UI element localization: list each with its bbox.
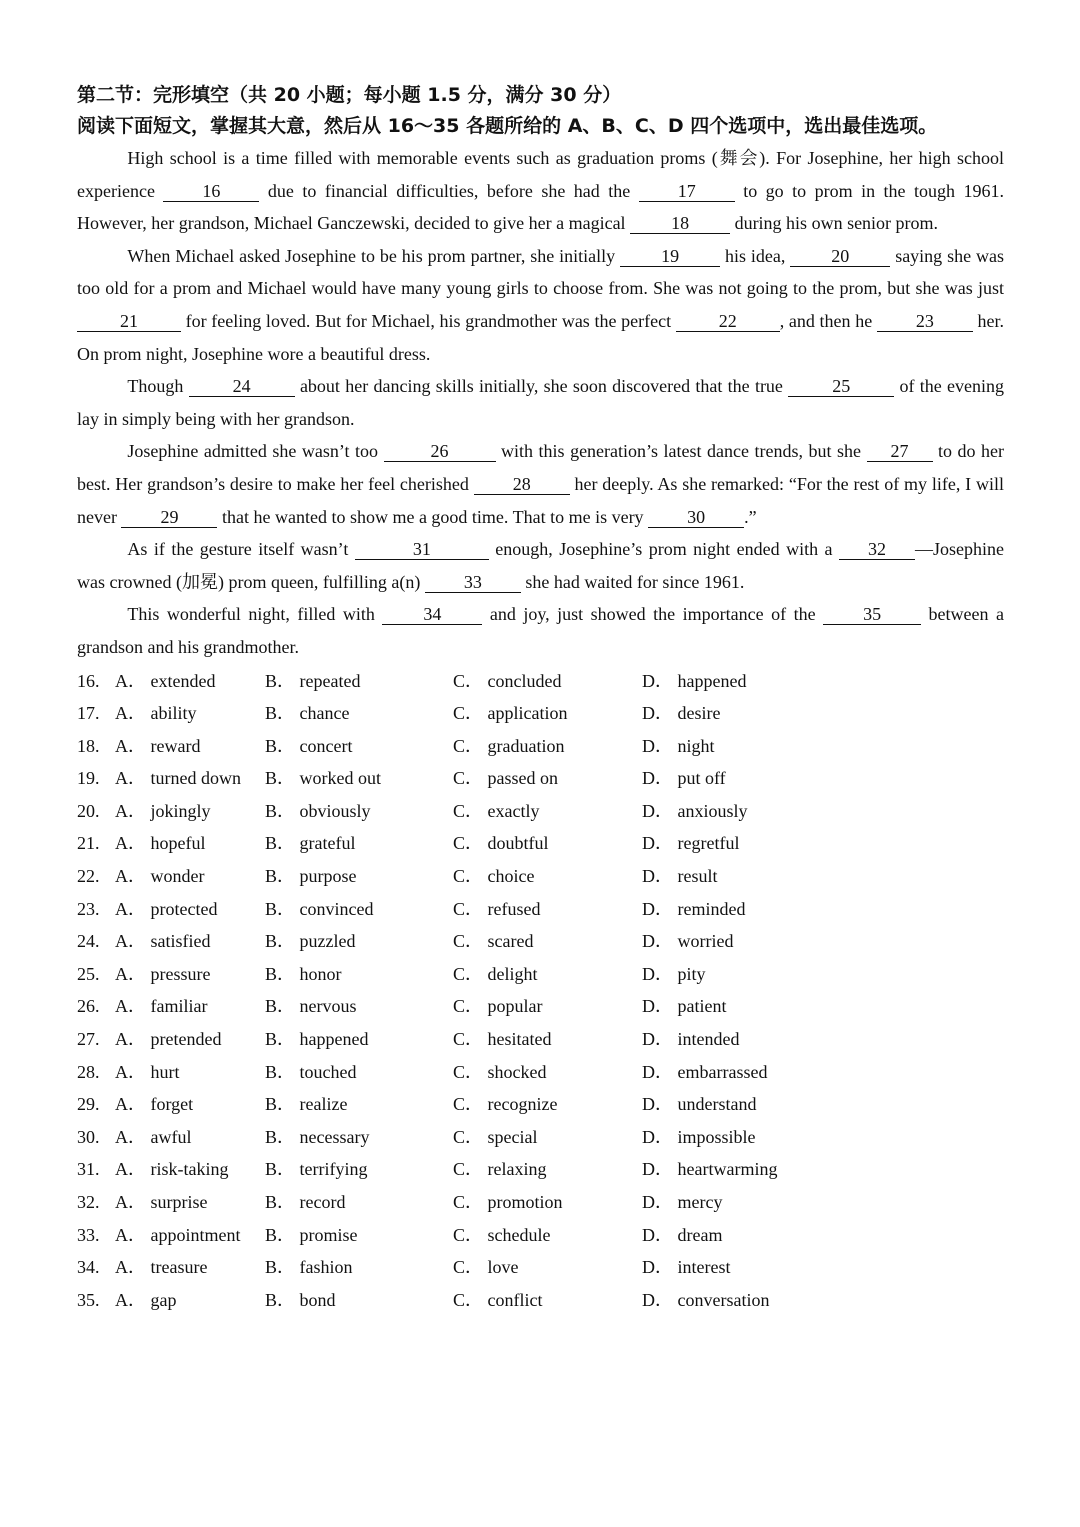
option-b: B． worked out (265, 768, 381, 789)
option-b: B． bond (265, 1289, 336, 1310)
option-b: B． grateful (265, 833, 356, 854)
passage-text: of the evening lay in simply being with her grandson. (77, 376, 1004, 429)
passage-paragraph (77, 142, 1004, 240)
question-number: 32. (77, 1192, 100, 1212)
option-b: B． obviously (265, 800, 371, 821)
question-number: 16. (77, 670, 100, 691)
blank-35: 35 (823, 604, 921, 625)
option-a: A． hopeful (115, 833, 206, 854)
option-b: B． nervous (265, 996, 357, 1017)
option-a: A． surprise (115, 1192, 208, 1212)
option-a: A． familiar (115, 996, 208, 1017)
option-a: A． reward (115, 735, 201, 756)
question-row (77, 1251, 1004, 1284)
option-b: B． honor (265, 963, 342, 984)
option-c: C． love (453, 1257, 519, 1278)
option-d: D． heartwarming (642, 1159, 778, 1180)
passage-text: High school is a time filled with memorable events such as graduation proms (舞会). For Josephine, her high school experience (77, 148, 1004, 201)
question-number: 28. (77, 1061, 100, 1082)
passage-text: during his own senior prom. (730, 213, 939, 234)
option-d: D． understand (642, 1094, 757, 1115)
option-c: C． hesitated (453, 1029, 552, 1050)
blank-23: 23 (877, 311, 973, 332)
option-c: C． relaxing (453, 1159, 547, 1180)
passage-text: her. On prom night, Josephine wore a beautiful dress. (77, 310, 1005, 364)
question-number: 35. (77, 1289, 100, 1310)
passage-paragraph (77, 598, 1004, 663)
option-d: D． conversation (642, 1289, 770, 1310)
option-d: D． night (642, 735, 715, 756)
option-c: C． application (453, 703, 568, 724)
question-number: 29. (77, 1094, 100, 1115)
blank-28: 28 (474, 474, 570, 495)
passage-text: When Michael asked Josephine to be his prom partner, she initially (127, 245, 621, 266)
blank-22: 22 (676, 311, 780, 332)
option-b: B． purpose (265, 866, 357, 887)
question-row (77, 1153, 1004, 1186)
question-row (77, 1219, 1004, 1252)
blank-26: 26 (384, 441, 496, 462)
passage-paragraph (77, 370, 1004, 435)
option-d: D． interest (642, 1257, 731, 1278)
question-number: 22. (77, 866, 100, 887)
option-b: B． promise (265, 1224, 358, 1245)
passage-text: that he wanted to show me a good time. That to me is very (217, 506, 649, 527)
option-a: A． ability (115, 703, 197, 724)
question-number: 25. (77, 963, 100, 984)
option-d: D． result (642, 866, 718, 887)
blank-21: 21 (77, 311, 181, 332)
question-row (77, 697, 1004, 730)
passage-text: —Josephine was crowned (加冕) prom queen, fulfilling a(n) (77, 539, 1004, 592)
option-b: B． touched (265, 1061, 357, 1082)
option-b: B． puzzled (265, 931, 356, 952)
passage-text: with this generation’s latest dance trends, but she (495, 441, 867, 462)
blank-31: 31 (355, 539, 489, 560)
option-c: C． refused (453, 898, 541, 919)
passage-paragraph (77, 240, 1004, 370)
option-a: A． pretended (115, 1029, 222, 1050)
passage-text: and joy, just showed the importance of the (482, 604, 824, 625)
question-row (77, 1186, 1004, 1219)
option-b: B． realize (265, 1094, 348, 1115)
question-row (77, 990, 1004, 1023)
option-a: A． pressure (115, 963, 211, 984)
option-d: D． regretful (642, 833, 740, 854)
option-b: B． fashion (265, 1257, 353, 1278)
option-c: C． concluded (453, 670, 562, 691)
option-d: D． put off (642, 768, 726, 789)
question-row (77, 925, 1004, 958)
answer-options (77, 665, 1004, 1317)
question-row (77, 795, 1004, 828)
question-number: 21. (77, 833, 100, 854)
blank-18: 18 (630, 213, 730, 234)
passage-text: to do her best. Her grandson’s desire to make her feel cherished (77, 441, 1004, 494)
option-c: C． exactly (453, 800, 540, 821)
blank-17: 17 (639, 181, 735, 202)
question-number: 19. (77, 768, 100, 789)
option-a: A． extended (115, 670, 216, 691)
question-number: 34. (77, 1257, 100, 1278)
option-b: B． convinced (265, 898, 374, 919)
blank-25: 25 (788, 376, 894, 397)
question-number: 31. (77, 1159, 100, 1180)
passage-text: about her dancing skills initially, she soon discovered that the true (294, 376, 789, 397)
option-a: A． hurt (115, 1061, 180, 1082)
option-b: B． necessary (265, 1126, 370, 1147)
option-a: A． treasure (115, 1257, 208, 1278)
exam-page (77, 80, 1004, 1316)
blank-32: 32 (839, 539, 915, 560)
option-a: A． appointment (115, 1224, 241, 1245)
question-number: 18. (77, 735, 100, 756)
option-c: C． passed on (453, 768, 558, 789)
option-b: B． terrifying (265, 1159, 368, 1180)
option-c: C． popular (453, 996, 543, 1017)
passage-text: her deeply. As she remarked: “For the rest of my life, I will never (77, 473, 1004, 527)
option-d: D． mercy (642, 1192, 723, 1212)
option-d: D． patient (642, 996, 727, 1017)
option-b: B． concert (265, 735, 353, 756)
passage-text: between a grandson and his grandmother. (77, 604, 1005, 657)
option-c: C． graduation (453, 735, 565, 756)
question-row (77, 1121, 1004, 1154)
passage-text: saying she was too old for a prom and Michael would have many young girls to choose from. She was not going to the prom, but she was just (77, 245, 1004, 299)
question-number: 24. (77, 931, 100, 952)
option-d: D． impossible (642, 1126, 756, 1147)
question-row (77, 827, 1004, 860)
option-c: C． recognize (453, 1094, 558, 1115)
passage-text: This wonderful night, filled with (127, 604, 383, 625)
option-c: C． promotion (453, 1192, 563, 1212)
option-a: A． jokingly (115, 800, 211, 821)
option-b: B． repeated (265, 670, 361, 691)
option-c: C． delight (453, 963, 538, 984)
blank-29: 29 (121, 507, 217, 528)
question-row (77, 1088, 1004, 1121)
option-a: A． wonder (115, 866, 205, 887)
question-row (77, 958, 1004, 991)
option-c: C． shocked (453, 1061, 547, 1082)
option-a: A． gap (115, 1289, 177, 1310)
passage-text: , and then he (779, 310, 877, 331)
question-number: 17. (77, 703, 100, 724)
passage-text: due to financial difficulties, before she had the (259, 180, 639, 201)
question-row (77, 730, 1004, 763)
blank-16: 16 (163, 181, 259, 202)
option-c: C． conflict (453, 1289, 543, 1310)
instructions: 阅读下面短文，掌握其大意，然后从 16～35 各题所给的 A、B、C、D 四个选项中，选出最佳选项。 (77, 115, 938, 137)
passage-text: .” (744, 506, 757, 527)
question-row (77, 860, 1004, 893)
option-d: D． embarrassed (642, 1061, 768, 1082)
blank-30: 30 (648, 507, 744, 528)
question-number: 23. (77, 898, 100, 919)
option-c: C． schedule (453, 1224, 551, 1245)
section-title: 第二节：完形填空（共 20 小题；每小题 1.5 分，满分 30 分） (77, 84, 622, 106)
question-number: 27. (77, 1029, 100, 1050)
question-row (77, 762, 1004, 795)
passage-text: enough, Josephine’s prom night ended with a (488, 539, 839, 560)
option-d: D． anxiously (642, 800, 748, 821)
option-d: D． desire (642, 703, 721, 724)
passage-text: As if the gesture itself wasn’t (127, 539, 355, 560)
option-c: C． special (453, 1126, 538, 1147)
option-d: D． intended (642, 1029, 740, 1050)
passage-paragraph (77, 435, 1004, 533)
cloze-passage (77, 142, 1004, 664)
option-d: D． happened (642, 670, 747, 691)
blank-34: 34 (382, 604, 482, 625)
question-row (77, 1284, 1004, 1317)
passage-text: Though (127, 376, 189, 397)
option-a: A． awful (115, 1126, 192, 1147)
option-c: C． scared (453, 931, 534, 952)
option-a: A． protected (115, 898, 218, 919)
blank-19: 19 (620, 246, 720, 267)
question-row (77, 1056, 1004, 1089)
option-b: B． record (265, 1192, 346, 1212)
blank-33: 33 (425, 572, 521, 593)
passage-text: for feeling loved. But for Michael, his grandmother was the perfect (181, 310, 676, 331)
question-row (77, 665, 1004, 698)
passage-text: Josephine admitted she wasn’t too (127, 441, 384, 462)
option-b: B． chance (265, 703, 350, 724)
option-a: A． risk-taking (115, 1159, 229, 1180)
passage-text: his idea, (720, 245, 791, 266)
option-d: D． dream (642, 1224, 723, 1245)
question-row (77, 893, 1004, 926)
option-c: C． choice (453, 866, 535, 887)
question-number: 20. (77, 800, 100, 821)
question-number: 30. (77, 1126, 100, 1147)
question-row (77, 1023, 1004, 1056)
question-number: 26. (77, 996, 100, 1017)
passage-text: to go to prom in the tough 1961. However, her grandson, Michael Ganczewski, decided to give her a magical (77, 180, 1004, 234)
option-a: A． satisfied (115, 931, 211, 952)
passage-text: she had waited for since 1961. (520, 571, 745, 592)
option-b: B． happened (265, 1029, 369, 1050)
blank-27: 27 (867, 441, 933, 462)
option-a: A． turned down (115, 768, 241, 789)
option-a: A． forget (115, 1094, 194, 1115)
passage-paragraph (77, 533, 1004, 598)
blank-20: 20 (790, 246, 890, 267)
option-d: D． worried (642, 931, 734, 952)
question-number: 33. (77, 1224, 100, 1245)
option-d: D． reminded (642, 898, 746, 919)
option-c: C． doubtful (453, 833, 549, 854)
blank-24: 24 (189, 376, 295, 397)
option-d: D． pity (642, 963, 706, 984)
